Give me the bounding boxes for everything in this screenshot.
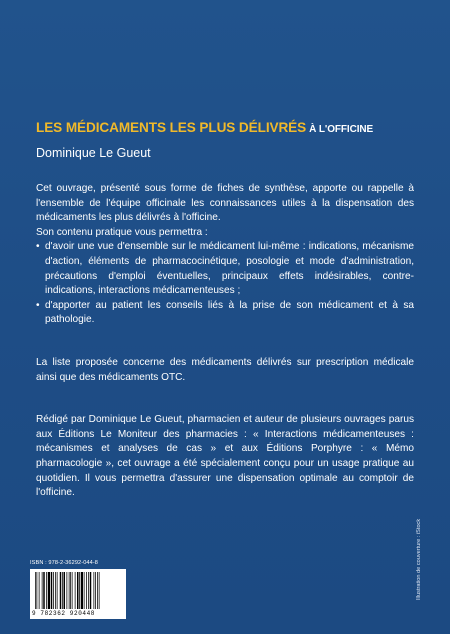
bullet-item: • d'apporter au patient les conseils liés à la prise de son médicament et à sa pathologie. xyxy=(36,299,414,328)
title-main: LES MÉDICAMENTS LES PLUS DÉLIVRÉS xyxy=(36,120,307,135)
isbn-label: ISBN : 978-2-36292-044-8 xyxy=(30,560,99,566)
blurb-paragraph-1: Cet ouvrage, présenté sous forme de fiches de synthèse, apporte ou rappelle à l'ensemble de l'équipe officinale les connaissances utiles à la dispensation des médicaments les plus délivrés à l'officine. xyxy=(36,183,414,224)
blurb xyxy=(36,182,414,501)
blurb-paragraph-4: Rédigé par Dominique Le Gueut, pharmacien et auteur de plusieurs ouvrages parus aux Éditions Le Moniteur des pharmacies : « Interactions médicamenteuses : mécanismes et analyses de cas » et aux Éditions Porphyre : « Mémo pharmacologie », cet ouvrage a été spécialement conçu pour un usage pratique au quotidien. Il vous permettra d'assurer une dispensation optimale au comptoir de l'officine. xyxy=(36,414,414,499)
author-name: Dominique Le Gueut xyxy=(36,146,151,160)
title-suffix: À L'OFFICINE xyxy=(309,124,374,135)
cover-illustration-credit: Illustration de couverture : iStock xyxy=(416,518,422,600)
bullet-item: • d'avoir une vue d'ensemble sur le médicament lui-même : indications, mécanisme d'action, éléments de pharmacocinétique, posologie et mode d'administration, précautions d'emploi éventuelles, principaux effets indésirables, contre-indications, interactions médicamenteuses ; xyxy=(36,240,414,298)
blurb-paragraph-3: La liste proposée concerne des médicaments délivrés sur prescription médicale ainsi que des médicaments OTC. xyxy=(36,356,414,383)
blurb-bullet-list xyxy=(36,240,414,328)
blurb-paragraph-2-intro: Son contenu pratique vous permettra : xyxy=(36,226,208,238)
barcode-bars xyxy=(34,572,122,609)
barcode-digits: 9 782362 920448 xyxy=(32,610,96,617)
barcode xyxy=(30,569,126,619)
book-title xyxy=(36,120,426,135)
